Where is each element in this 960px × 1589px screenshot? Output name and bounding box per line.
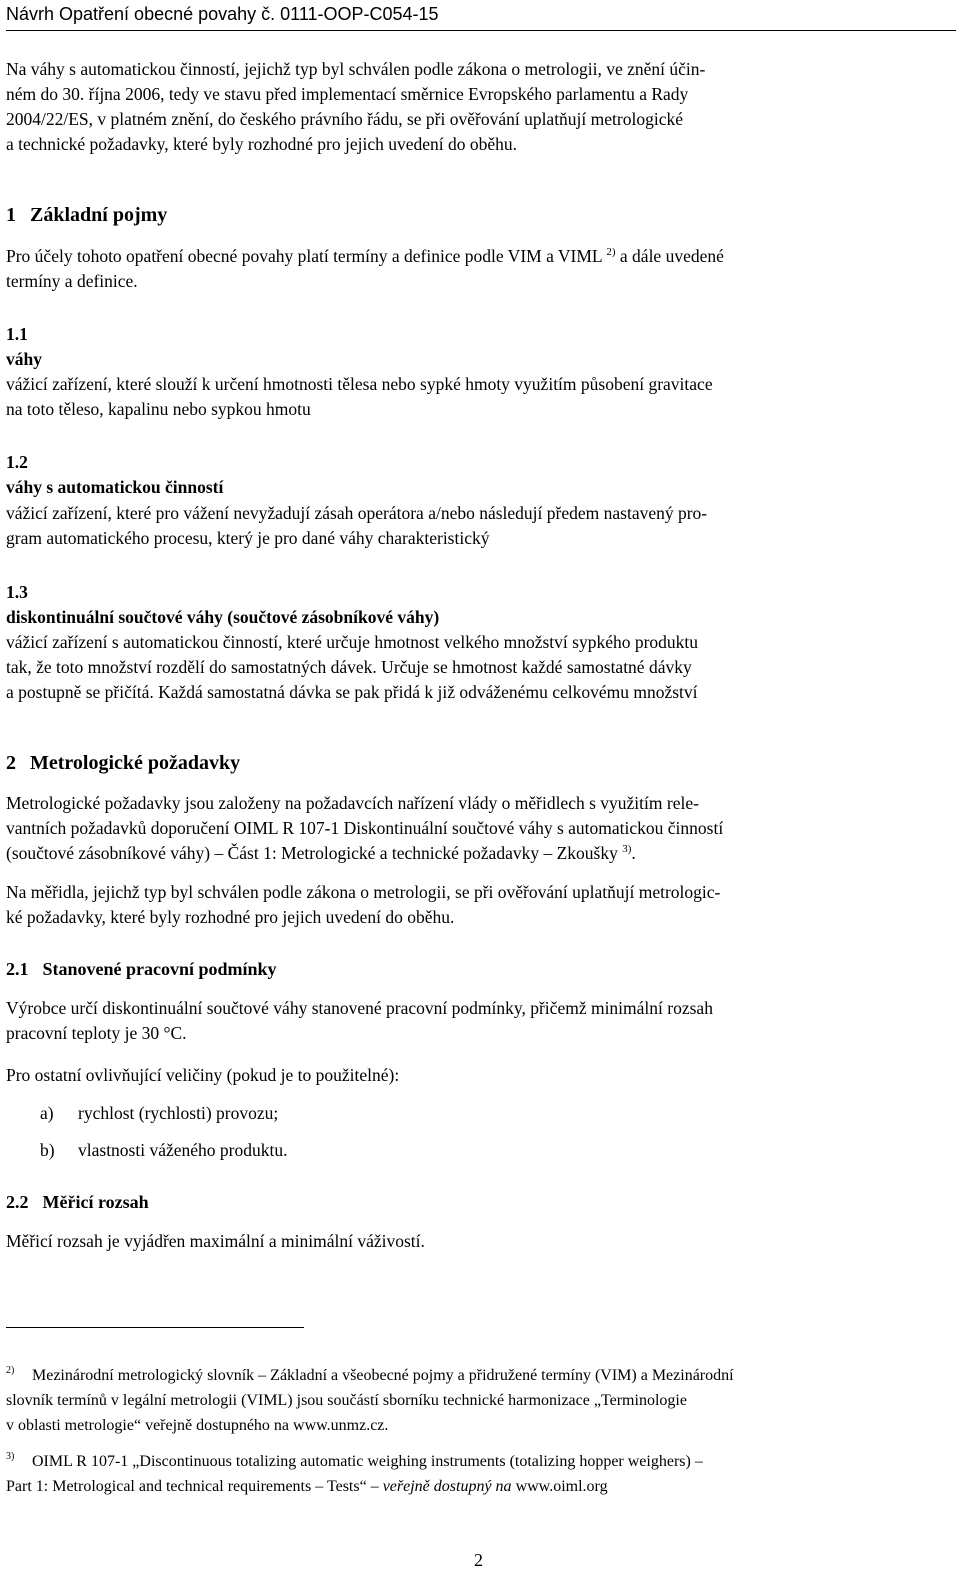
footnote-text: Part 1: Metrological and technical requirements – Tests“ –: [6, 1478, 383, 1495]
definition-line: vážicí zařízení, které pro vážení nevyžadují zásah operátora a/nebo následují předem nastavený pro-: [6, 503, 708, 523]
section-number: 1: [6, 204, 16, 226]
intro-line: ném do 30. října 2006, tedy ve stavu před implementací směrnice Evropského parlamentu a Rady: [6, 84, 689, 104]
definition-line: tak, že toto množství rozdělí do samostatných dávek. Určuje se hmotnost každé samostatné dávky: [6, 657, 692, 677]
footnote-text: OIML R 107-1 „Discontinuous totalizing automatic weighing instruments (totalizing hopper weighers) –: [32, 1453, 703, 1470]
list-text: rychlost (rychlosti) provozu;: [78, 1103, 279, 1123]
footnote-line: slovník termínů v legální metrologii (VIML) jsou součástí sborníku technické harmonizace „Terminologie: [6, 1392, 687, 1409]
paragraph-line: Výrobce určí diskontinuální součtové váhy stanovené pracovní podmínky, přičemž minimální rozsah: [6, 998, 713, 1018]
subsection-title: Měřicí rozsah: [42, 1192, 149, 1212]
paragraph-line: vantních požadavků doporučení OIML R 107-1 Diskontinuální součtové váhy s automatickou činností: [6, 818, 724, 838]
page-header: Návrh Opatření obecné povahy č. 0111-OOP-C054-15: [6, 4, 439, 24]
paragraph-text: .: [631, 843, 636, 863]
paragraph-line: termíny a definice.: [6, 271, 138, 291]
subsection-number: 2.1: [6, 959, 29, 979]
definition-line: a postupně se přičítá. Každá samostatná dávka se pak přidá k již odváženému celkovému množství: [6, 682, 698, 702]
footnote-link-text: www.oiml.org: [511, 1478, 608, 1495]
section-title: Základní pojmy: [30, 204, 168, 226]
subsection-number: 2.2: [6, 1192, 29, 1212]
subsection-title: Stanovené pracovní podmínky: [42, 959, 277, 979]
definition-term: diskontinuální součtové váhy (součtové zásobníkové váhy): [6, 607, 440, 627]
footnote-separator: [6, 1327, 304, 1328]
footnote-ref: 2): [606, 246, 616, 258]
paragraph-text: (součtové zásobníkové váhy) – Část 1: Metrologické a technické požadavky – Zkoušky: [6, 843, 618, 863]
paragraph-line: Měřicí rozsah je vyjádřen maximální a minimální váživostí.: [6, 1231, 425, 1251]
list-item: [40, 1101, 278, 1126]
section-number: 2: [6, 752, 16, 774]
intro-line: 2004/22/ES, v platném znění, do českého právního řádu, se při ověřování uplatňují metrologické: [6, 109, 683, 129]
definition-term: váhy s automatickou činností: [6, 477, 224, 497]
list-label: b): [40, 1140, 55, 1160]
definition-number: 1.2: [6, 452, 28, 472]
paragraph-line: [6, 244, 956, 269]
definition-line: gram automatického procesu, který je pro dané váhy charakteristický: [6, 528, 490, 548]
paragraph-line: Na měřidla, jejichž typ byl schválen podle zákona o metrologii, se při ověřování uplatňují metrologic-: [6, 882, 721, 902]
paragraph-line: Pro ostatní ovlivňující veličiny (pokud je to použitelné):: [6, 1065, 400, 1085]
section-heading: [6, 203, 167, 228]
list-item: [40, 1138, 287, 1163]
definition-line: na toto těleso, kapalinu nebo sypkou hmotu: [6, 399, 311, 419]
subsection-heading: [6, 1190, 149, 1215]
intro-line: Na váhy s automatickou činností, jejichž typ byl schválen podle zákona o metrologii, ve znění účin-: [6, 59, 706, 79]
list-label: a): [40, 1103, 54, 1123]
footnote-line: [6, 1475, 956, 1498]
footnote-text-italic: veřejně dostupný na: [382, 1478, 512, 1495]
footnote-ref: 3): [622, 843, 632, 855]
footnote-line: $^{3)}$ OIML R 107-1 „Discontinuous totalizing automatic weighing instruments (totalizing hopper weighers) –: [6, 1451, 703, 1470]
definition-line: vážicí zařízení s automatickou činností, které určuje hmotnost velkého množství sypkého produktu: [6, 632, 699, 652]
subsection-heading: [6, 957, 277, 982]
paragraph-text: Pro účely tohoto opatření obecné povahy platí termíny a definice podle VIM a VIML: [6, 246, 602, 266]
header-rule: [6, 30, 956, 31]
paragraph-text: a dále uvedené: [615, 246, 724, 266]
definition-line: vážicí zařízení, které slouží k určení hmotnosti tělesa nebo sypké hmoty využitím působení gravitace: [6, 374, 713, 394]
section-heading: [6, 751, 240, 776]
list-text: vlastnosti váženého produktu.: [78, 1140, 288, 1160]
intro-line: a technické požadavky, které byly rozhodné pro jejich uvedení do oběhu.: [6, 134, 518, 154]
definition-number: 1.3: [6, 582, 28, 602]
definition-term: váhy: [6, 349, 42, 369]
footnote-text: Mezinárodní metrologický slovník – Základní a všeobecné pojmy a přidružené termíny (VIM) a Mezinárodní: [32, 1367, 734, 1384]
paragraph-line: pracovní teploty je 30 °C.: [6, 1023, 187, 1043]
paragraph-line: ké požadavky, které byly rozhodné pro jejich uvedení do oběhu.: [6, 907, 455, 927]
page-number: 2: [474, 1550, 483, 1570]
footnote-line: v oblasti metrologie“ veřejně dostupného na www.unmz.cz.: [6, 1417, 389, 1434]
footnote-line: $^{2)}$ Mezinárodní metrologický slovník – Základní a všeobecné pojmy a přidružené termíny (VIM) a Mezinárodní: [6, 1365, 734, 1384]
paragraph-line: [6, 841, 956, 866]
section-title: Metrologické požadavky: [30, 752, 241, 774]
definition-number: 1.1: [6, 324, 28, 344]
paragraph-line: Metrologické požadavky jsou založeny na požadavcích nařízení vlády o měřidlech s využitím rele-: [6, 793, 699, 813]
